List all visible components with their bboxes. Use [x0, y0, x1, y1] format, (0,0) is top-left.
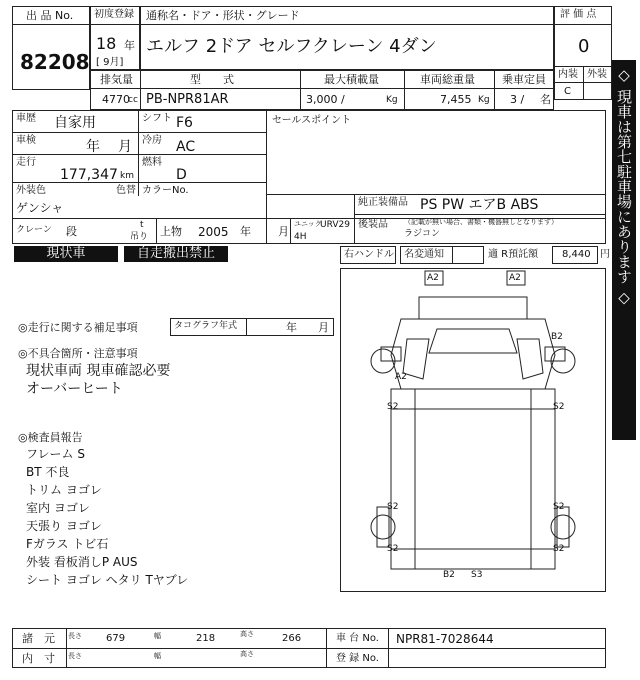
truck-diagram-svg	[341, 269, 605, 591]
crane-year: 2005	[198, 225, 229, 239]
sales-point-label: セールスポイント	[272, 115, 352, 126]
lot-label: 出 品 No.	[26, 9, 74, 22]
exterior-label: 外装	[587, 69, 607, 80]
displacement-value: 4770	[102, 93, 130, 106]
crane-upper-label: 上物	[160, 225, 182, 238]
inner-width-label: 幅	[154, 652, 161, 660]
gross-weight-label: 車両総重量	[420, 73, 475, 86]
chassis-value: NPR81-7028644	[396, 632, 494, 646]
capacity-value: 3 /	[510, 93, 525, 106]
self-drive-prohibited-badge: 自走搬出禁止	[124, 246, 228, 262]
crane-label: クレーン	[16, 225, 52, 235]
max-load-unit: Kg	[386, 95, 398, 105]
defects-label: ◎不具合箇所・注意事項	[18, 347, 138, 360]
gross-weight-value: 7,455	[440, 93, 472, 106]
damage-mark-a2-left: A2	[395, 372, 407, 382]
recycle-label: 適 R預託額	[488, 249, 539, 260]
color-label: 外装色	[16, 185, 46, 196]
interior-label: 内装	[558, 69, 578, 80]
inner-height-label: 高さ	[240, 650, 254, 658]
damage-mark-s3-rear: S3	[471, 570, 483, 580]
registration-label: 登 録 No.	[336, 653, 379, 664]
aftermarket-value: ラジコン	[404, 229, 441, 239]
aftermarket-note: （記載が無い場合、書類・機器無しとなります）	[404, 218, 558, 226]
inspector-line: シート ヨゴレ ヘタリ Tヤブレ	[26, 573, 189, 587]
first-reg-year: 18	[96, 34, 117, 53]
equipment-label: 純正装備品	[358, 197, 408, 208]
inspector-line: Fガラス トビ石	[26, 537, 109, 551]
dims-label: 諸 元	[22, 632, 55, 645]
damage-mark-b2-rear: B2	[443, 570, 455, 580]
damage-mark-a2-front-right: A2	[509, 273, 521, 283]
color-change-label: 色替	[116, 185, 136, 196]
crane-month: 月	[278, 225, 289, 238]
grade-label: 評 価 点	[560, 9, 597, 20]
first-reg-month: [ 9月]	[96, 57, 124, 68]
chassis-label: 車 台 No.	[336, 633, 379, 644]
ac-value: AC	[176, 139, 196, 155]
aftermarket-label: 後装品	[358, 219, 388, 230]
vehicle-name-label: 通称名・ドア・形状・グレード	[146, 9, 300, 22]
ac-label: 冷房	[142, 135, 162, 146]
inspection-month: 月	[118, 139, 132, 155]
driving-notes-label: ◎走行に関する補足事項	[18, 321, 138, 334]
max-load-value: 3,000 /	[306, 93, 345, 106]
recycle-amount: 8,440	[562, 249, 591, 260]
damage-mark-s2: S2	[387, 544, 399, 554]
interior-value: C	[564, 86, 571, 97]
damage-mark-s2: S2	[553, 544, 565, 554]
inspection-label: 車検	[16, 135, 36, 146]
height-label: 高さ	[240, 630, 254, 638]
defect-line: オーバーヒート	[26, 381, 123, 397]
model-label: 型 式	[190, 73, 234, 86]
mileage-label: 走行	[16, 157, 36, 168]
unic-label: ユニック	[294, 220, 322, 228]
crane-t: t	[140, 220, 144, 230]
capacity-unit: 名	[540, 93, 551, 106]
defect-line: 現状車両 現車確認必要	[26, 363, 171, 379]
crane-hoist: 吊り	[130, 232, 149, 242]
vehicle-name: エルフ 2ドア セルフクレーン 4ダン	[146, 36, 437, 57]
unic-model: URV29	[320, 220, 350, 230]
first-reg-year-unit: 年	[124, 39, 135, 52]
location-banner	[612, 60, 636, 440]
recycle-unit: 円	[600, 249, 610, 260]
width-label: 幅	[154, 632, 161, 640]
inspection-year: 年	[86, 139, 100, 155]
current-vehicle-badge: 現状車	[14, 246, 118, 262]
inspector-line: トリム ヨゴレ	[26, 483, 102, 497]
location-banner-text: ◇ 現車は第七駐車場にあります ◇	[615, 66, 633, 307]
inner-dims-label: 内 寸	[22, 652, 55, 665]
inspector-line: BT 不良	[26, 465, 70, 479]
inspector-line: 室内 ヨゴレ	[26, 501, 90, 515]
inner-length-label: 長さ	[68, 652, 82, 660]
tacho-year: 年	[286, 321, 297, 334]
damage-mark-s2: S2	[553, 502, 565, 512]
inspector-line: 天張り ヨゴレ	[26, 519, 102, 533]
inspector-line: 外装 看板消しP AUS	[26, 555, 138, 569]
lot-number: 82208	[20, 50, 90, 74]
displacement-label: 排気量	[100, 73, 133, 86]
name-change-label: 名変通知	[404, 249, 444, 260]
unic-4h: 4H	[294, 232, 307, 242]
fuel-value: D	[176, 167, 187, 183]
displacement-unit: cc	[128, 95, 138, 105]
width-value: 218	[196, 633, 216, 644]
fuel-label: 燃料	[142, 157, 162, 168]
max-load-label: 最大積載量	[324, 73, 379, 86]
height-value: 266	[282, 633, 302, 644]
length-label: 長さ	[68, 632, 82, 640]
color-value: ゲンシャ	[16, 201, 64, 215]
gross-weight-unit: Kg	[478, 95, 490, 105]
mileage-unit: km	[120, 171, 134, 181]
handle-label: 右ハンドル	[344, 249, 394, 260]
crane-stage: 段	[66, 225, 77, 238]
shift-value: F6	[176, 115, 193, 131]
mileage-value: 177,347	[60, 167, 118, 183]
damage-diagram	[340, 268, 606, 592]
grade-value: 0	[578, 36, 590, 57]
model-value: PB-NPR81AR	[146, 92, 229, 107]
history-label: 車歴	[16, 113, 36, 124]
inspector-label: ◎検査員報告	[18, 431, 83, 444]
tacho-month: 月	[318, 321, 329, 334]
tacho-label: タコグラフ年式	[174, 321, 238, 331]
length-value: 679	[106, 633, 126, 644]
crane-year-unit: 年	[240, 225, 251, 238]
inspector-line: フレーム S	[26, 447, 85, 461]
equipment-value: PS PW エアB ABS	[420, 197, 539, 213]
damage-mark-s2: S2	[553, 402, 565, 412]
shift-label: シフト	[142, 113, 172, 124]
color-no-label: カラーNo.	[142, 185, 189, 196]
damage-mark-s2: S2	[387, 402, 399, 412]
history-value: 自家用	[54, 115, 96, 131]
first-reg-label: 初度登録	[94, 9, 134, 20]
damage-mark-a2-front-left: A2	[427, 273, 439, 283]
capacity-label: 乗車定員	[502, 73, 546, 86]
damage-mark-s2: S2	[387, 502, 399, 512]
damage-mark-b2-right: B2	[551, 332, 563, 342]
